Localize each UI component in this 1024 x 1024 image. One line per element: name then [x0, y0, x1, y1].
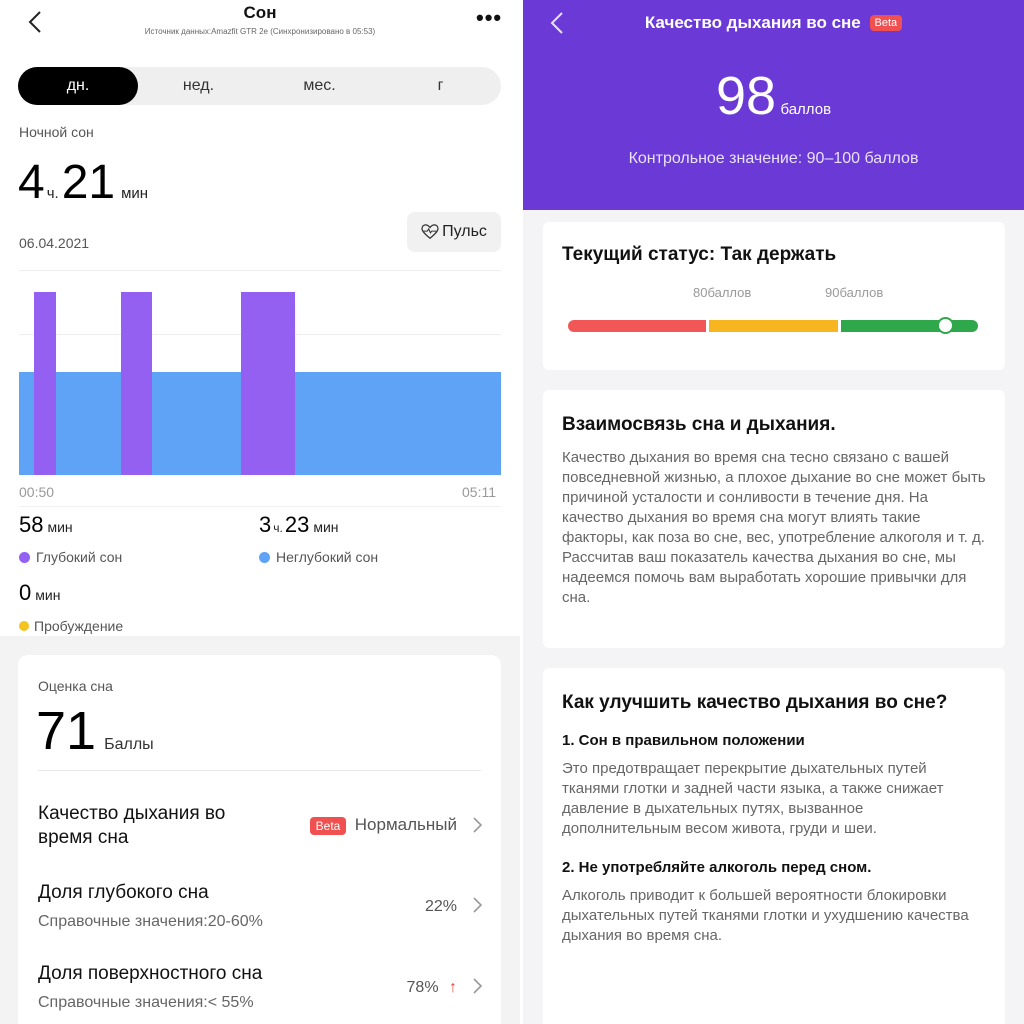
data-source-subtitle: Источник данных:Amazfit GTR 2e (Синхронизировано в 05:53): [144, 27, 376, 36]
top-bar: [0, 0, 520, 50]
night-sleep-label: Ночной сон: [19, 124, 94, 140]
breathing-quality-title: Качество дыхания во время сна: [38, 803, 226, 848]
status-bar-high: [841, 320, 978, 332]
light-sleep-minutes-unit: мин: [313, 519, 339, 535]
duration-minutes: 21: [61, 156, 116, 209]
legend-light: [259, 549, 378, 565]
breathing-quality-screen: [523, 0, 1024, 1024]
sleep-date: 06.04.2021: [19, 235, 90, 251]
awake-dot: [19, 621, 29, 631]
chart-start-time: 00:50: [19, 484, 55, 500]
tip-2-title: 2. Не употребляйте алкоголь перед сном.: [562, 859, 872, 876]
status-card: [543, 222, 1005, 370]
light-sleep-minutes: 23: [284, 512, 310, 537]
mark-90: 90баллов: [825, 285, 884, 300]
breathing-quality-row[interactable]: [18, 800, 501, 870]
chevron-right-icon: [471, 977, 483, 995]
light-sleep-share-value-group: [407, 979, 457, 997]
divider: [38, 770, 481, 771]
legend-awake: [19, 618, 123, 634]
light-sleep-label: Неглубокий сон: [276, 549, 379, 565]
beta-badge: Beta: [310, 817, 347, 835]
breathing-quality-value: Нормальный: [354, 815, 457, 834]
relation-heading: Взаимосвязь сна и дыхания.: [562, 414, 836, 435]
light-sleep-share-value: 78%: [406, 979, 439, 996]
chart-end-time: 05:11: [462, 484, 496, 500]
divider: [19, 506, 501, 507]
deep-sleep-bar: [241, 292, 295, 475]
tip-1-title: 1. Сон в правильном положении: [562, 732, 805, 749]
legend-deep: [19, 549, 122, 565]
relation-text: Качество дыхания во время сна тесно связано с вашей повседневной жизнью, а плохое дыхание во сне может быть причиной усталости и сонливости в течение дня. На качество дыхания во время сна могут влиять такие факторы, как поза во сне, вес, употребление алкоголя и т. д. Рассчитав ваш показатель качества дыхания во сне, мы надеемся помочь вам выработать хорошие привычки для сна.: [562, 449, 986, 606]
awake-value: 0: [19, 580, 32, 605]
light-sleep-share-title: Доля поверхностного сна: [38, 963, 263, 984]
status-title: Текущий статус: Так держать: [562, 244, 837, 265]
sleep-score: [36, 700, 154, 762]
light-sleep-share-row[interactable]: [18, 962, 501, 1024]
light-sleep-share-reference: Справочные значения:< 55%: [38, 994, 254, 1011]
light-sleep-hours: 3: [259, 512, 272, 537]
heart-pulse-icon: [421, 224, 439, 240]
breathing-quality-value-group: [310, 815, 457, 835]
deep-sleep-bar: [121, 292, 152, 475]
sleep-score-value: 71: [36, 701, 97, 761]
deep-sleep-unit: мин: [47, 519, 73, 535]
status-bar-low: [568, 320, 706, 332]
status-marker: [937, 317, 954, 334]
chevron-right-icon: [471, 816, 483, 834]
relation-card: [543, 390, 1005, 648]
status-bar-mid: [709, 320, 838, 332]
breathing-score-value: 98: [715, 66, 777, 126]
deep-sleep-share-row[interactable]: [18, 881, 501, 951]
chevron-right-icon: [471, 896, 483, 914]
sleep-score-unit: Баллы: [104, 736, 154, 753]
deep-sleep-bar: [34, 292, 56, 475]
tab-month[interactable]: мес.: [303, 77, 336, 94]
reference-range: Контрольное значение: 90–100 баллов: [628, 150, 919, 167]
header-banner: [523, 0, 1024, 210]
tip-1-text: Это предотвращает перекрытие дыхательных путей тканями глотки и задней части языка, а также снижает давление в дыхательных путях, вызванное дополнительным весом живота, груди и шеи.: [562, 760, 944, 837]
awake-unit: мин: [35, 587, 61, 603]
sleep-score-label: Оценка сна: [38, 678, 113, 694]
tab-day[interactable]: дн.: [18, 67, 138, 105]
awake-duration: [19, 580, 60, 606]
arrow-up-icon: ↑: [449, 979, 457, 996]
tab-week[interactable]: нед.: [182, 77, 215, 94]
page-title: Сон: [243, 3, 277, 22]
awake-label: Пробуждение: [34, 618, 124, 634]
sleep-stages-chart: [19, 270, 501, 476]
chart-gridline: [19, 270, 501, 271]
breathing-score: [523, 65, 1024, 127]
light-sleep-dot: [259, 552, 270, 563]
deep-sleep-share-reference: Справочные значения:20-60%: [38, 913, 263, 930]
duration-minutes-unit: мин: [121, 185, 149, 202]
period-tabs: [18, 67, 501, 105]
deep-sleep-label: Глубокий сон: [36, 549, 123, 565]
more-menu-icon[interactable]: •••: [476, 5, 503, 30]
light-sleep-hours-unit: ч.: [273, 521, 283, 535]
duration-hours: 4: [18, 156, 45, 209]
mark-80: 80баллов: [693, 285, 752, 300]
page-title: [523, 13, 1024, 33]
duration-hours-unit: ч.: [46, 185, 59, 202]
sleep-duration: [18, 155, 151, 210]
tip-2-text: Алкоголь приводит к большей вероятности блокировки дыхательных путей тканями глотки и ухудшению качества дыхания во время сна.: [562, 887, 969, 944]
deep-sleep-share-value: 22%: [424, 898, 457, 915]
improve-card: [543, 668, 1005, 1024]
beta-badge: Beta: [870, 15, 903, 31]
pulse-button-label: Пульс: [442, 223, 487, 240]
tab-year[interactable]: г: [437, 77, 444, 94]
deep-sleep-value: 58: [19, 512, 44, 537]
breathing-score-unit: баллов: [780, 101, 832, 118]
deep-sleep-dot: [19, 552, 30, 563]
improve-heading: Как улучшить качество дыхания во сне?: [562, 692, 948, 713]
deep-sleep-share-title: Доля глубокого сна: [38, 882, 209, 903]
pulse-button[interactable]: [407, 212, 501, 252]
deep-sleep-duration: [19, 512, 73, 538]
sleep-score-card: [18, 655, 501, 1024]
page-title-text: Качество дыхания во сне: [644, 13, 861, 32]
light-sleep-duration: [259, 512, 339, 538]
